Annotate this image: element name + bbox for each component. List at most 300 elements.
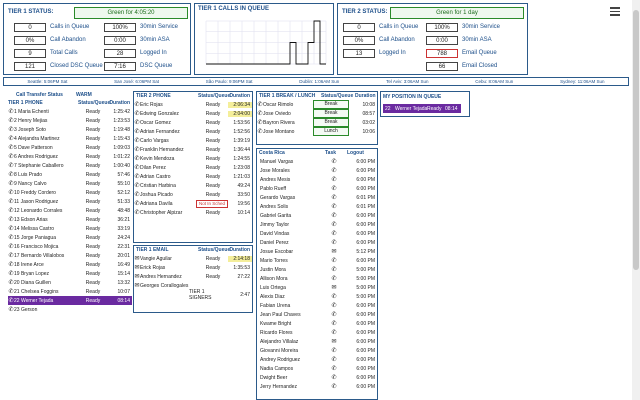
row-name: Cristian Harbina [140,182,176,189]
costa-rica-row [257,274,377,283]
metric-value: 0 [343,23,375,32]
mail-icon: ✉ [331,249,337,255]
row-duration: 1:23:08 [233,164,250,171]
phone-icon: ✆ [331,222,337,228]
phone-icon: ✆ [331,321,337,327]
scrollbar[interactable] [632,0,640,400]
costa-rica-row [257,283,377,292]
metric-label: 30min ASA [140,37,170,43]
table-row [134,172,252,181]
row-name: 16 Francisco Mojica [14,243,59,250]
row-name: Kevin Mendoza [140,155,175,162]
row-duration: 20:01 [117,252,130,259]
costa-rica-col-task: Task [325,150,337,156]
row-name: 3 Joseph Soto [14,126,46,133]
cr-name: Jimmy Taylor [260,221,290,228]
phone-icon: ✆ [8,163,14,169]
cr-logout: 5:00 PM [356,275,375,282]
metric-value: 7:16 [104,62,136,71]
cr-logout: 6:00 PM [356,167,375,174]
row-name: 14 Melissa Castro [14,225,55,232]
costa-rica-row [257,166,377,175]
cr-name: Mario Torres [260,257,288,264]
metric-value: 0:00 [104,36,136,45]
row-status: Ready [85,234,101,241]
timezone-item: Tel Aviv: 3:06AM Sun [386,79,429,84]
costa-rica-panel [256,148,378,400]
queue-position-duration: 08:14 [445,105,458,112]
phone-icon: ✆ [331,240,337,246]
queue-position-panel [380,91,470,117]
table-row [134,272,252,281]
row-status: Ready [85,243,101,250]
mail-icon: ✉ [331,339,337,345]
costa-rica-row [257,265,377,274]
cr-name: Josue Escobar [260,248,294,255]
break-row [257,127,377,136]
row-duration: 1:23:53 [113,117,130,124]
row-duration: 1:24:55 [233,155,250,162]
break-row [257,118,377,127]
row-status: Ready [85,108,101,115]
phone-icon: ✆ [331,348,337,354]
tier1-status-badge: Green for 4:05:20 [74,7,188,19]
tier1-phone-header [8,99,132,107]
row-duration: 2:04:00 [228,111,252,117]
table-row [8,179,132,188]
menu-icon[interactable] [610,7,620,18]
row-status: Ready [205,164,221,171]
cr-name: Jean Paul Chaves [260,311,301,318]
row-name: 4 Alejandra Martinez [14,135,60,142]
row-name: Christopher Alpizar [140,209,183,216]
row-status: Ready [85,297,101,304]
tier2-status-badge: Green for 1 day [390,7,524,19]
metric-row [426,61,497,71]
table-row [134,145,252,154]
costa-rica-row [257,193,377,202]
tier2-phone-col-status: Status/Queue [198,93,231,99]
row-name: Dilan Perez [140,164,166,171]
metric-row [104,61,172,71]
row-name: Georges Corallogales [140,282,189,289]
phone-icon: ✆ [331,366,337,372]
row-duration: 13:32 [117,279,130,286]
phone-icon: ✆ [8,181,14,187]
cr-logout: 6:00 PM [356,239,375,246]
metric-value: 100% [426,23,458,32]
cr-logout: 6:00 PM [356,230,375,237]
mail-icon: ✉ [134,265,140,271]
phone-icon: ✆ [331,195,337,201]
row-duration: 1:52:56 [233,128,250,135]
phone-icon: ✆ [257,111,263,117]
table-row [8,206,132,215]
cr-logout: 6:00 PM [356,212,375,219]
break-row [257,100,377,109]
timezone-item: Seattle: 5:06PM Sat [27,79,68,84]
row-duration: 08:14 [117,297,130,304]
costa-rica-row [257,202,377,211]
phone-icon: ✆ [134,210,140,216]
phone-icon: ✆ [331,168,337,174]
cr-name: Gerardo Vargas [260,194,296,201]
call-transfer-label: Call Transfer Status [16,92,63,98]
break-status-badge: Break [313,100,349,109]
cr-name: Jose Morales [260,167,290,174]
timezone-item: Cebu: 8:06AM Sun [475,79,514,84]
row-duration: 10:07 [117,288,130,295]
metric-value: 788 [426,49,458,58]
break-duration: 03:02 [362,119,375,126]
table-row [8,161,132,170]
costa-rica-row [257,184,377,193]
tier1-status-panel [3,3,191,75]
row-status: Ready [85,261,101,268]
cr-logout: 6:00 PM [356,311,375,318]
metric-value: 13 [343,49,375,58]
phone-icon: ✆ [257,102,263,108]
metric-label: Logged In [379,50,406,56]
table-row [134,163,252,172]
phone-icon: ✆ [134,183,140,189]
table-row [134,100,252,109]
row-name: 19 Bryan Lopez [14,270,50,277]
queue-position-status: Ready [427,105,442,112]
tier2-status-title: TIER 2 STATUS: [342,9,388,15]
costa-rica-row [257,211,377,220]
phone-icon: ✆ [8,109,14,115]
row-status: Ready [85,153,101,160]
tier1-email-title: TIER 1 EMAIL [136,247,169,253]
scrollbar-thumb[interactable] [633,10,639,270]
table-row [8,269,132,278]
timezone-item: São Paulo: 9:06PM Sat [205,79,253,84]
row-name: 15 Jorge Paniagua [14,234,56,241]
costa-rica-row [257,238,377,247]
row-duration: 1:09:03 [113,144,130,151]
phone-icon: ✆ [8,127,14,133]
phone-icon: ✆ [8,217,14,223]
cr-name: Jerry Hernandez [260,383,297,390]
metric-row [343,35,415,45]
row-status: Ready [85,207,101,214]
timezone-item: Sydney: 11:06AM Sun [560,79,605,84]
row-duration: 1:53:56 [233,119,250,126]
cr-logout: 6:00 PM [356,320,375,327]
row-status: Ready [85,279,101,286]
cr-name: Giovanni Moreira [260,347,299,354]
cr-name: Dwight Beer [260,374,288,381]
costa-rica-row [257,292,377,301]
row-duration: 49:24 [237,182,250,189]
phone-icon: ✆ [8,190,14,196]
queue-position-title: MY POSITION IN QUEUE [383,94,442,100]
metric-label: Call Abandon [50,37,86,43]
tier1-phone-col-duration: Duration [109,100,130,106]
tier1-email-header [134,246,252,254]
costa-rica-row [257,373,377,382]
queue-position-row [383,104,461,113]
phone-icon: ✆ [134,120,140,126]
cr-logout: 5:00 PM [356,266,375,273]
break-col-duration: Duration [355,93,376,99]
metric-row [343,48,406,58]
cr-logout: 6:01 PM [356,203,375,210]
cr-logout: 6:01 PM [356,194,375,201]
cr-logout: 6:00 PM [356,374,375,381]
costa-rica-row [257,256,377,265]
phone-icon: ✆ [8,226,14,232]
phone-icon: ✆ [8,307,14,313]
table-row [8,242,132,251]
row-duration: 24:24 [117,234,130,241]
row-status: Ready [205,119,221,126]
row-status: Ready [85,144,101,151]
row-name: 6 Andres Rodriguez [14,153,58,160]
table-row [8,134,132,143]
signers-row [134,290,252,299]
break-header [257,92,377,100]
phone-icon: ✆ [331,384,337,390]
costa-rica-row [257,328,377,337]
cr-logout: 6:00 PM [356,383,375,390]
cr-logout: 6:00 PM [356,329,375,336]
row-duration: 19:56 [237,200,250,207]
phone-icon: ✆ [134,111,140,117]
cr-name: Andres Mesis [260,176,291,183]
metric-row [14,35,86,45]
break-name: Bayron Rivera [263,119,295,126]
row-duration: 1:36:44 [233,146,250,153]
cr-logout: 6:00 PM [356,185,375,192]
row-name: 17 Bernardo Villalobos [14,252,65,259]
metric-row [104,35,170,45]
signers-label: TIER 1 SIGNERS [189,288,212,301]
metric-label: Calls in Queue [50,24,90,30]
phone-icon: ✆ [331,276,337,282]
phone-icon: ✆ [331,159,337,165]
phone-icon: ✆ [8,235,14,241]
tier2-phone-col-duration: Duration [229,93,250,99]
phone-icon: ✆ [331,258,337,264]
tier2-phone-panel [133,91,253,243]
phone-icon: ✆ [331,312,337,318]
table-row [134,199,252,208]
metric-row [343,22,418,32]
phone-icon: ✆ [8,118,14,124]
table-row [8,197,132,206]
table-row [134,190,252,199]
phone-icon: ✆ [8,280,14,286]
metric-label: Call Abandon [379,37,415,43]
table-row [134,263,252,272]
break-duration: 10:06 [362,128,375,135]
break-status-badge: Break [313,109,349,118]
row-status: Ready [205,101,221,108]
row-name: 11 Jason Rodriguez [14,198,59,205]
signers-value: 2:47 [240,291,250,298]
table-row [8,278,132,287]
row-duration: 1:35:53 [233,264,250,271]
row-name: 12 Leonardo Corrales [14,207,63,214]
cr-name: Daniel Perez [260,239,289,246]
metric-row [426,48,497,58]
call-transfer-header [8,91,132,99]
costa-rica-row [257,319,377,328]
table-row [8,260,132,269]
table-row [134,181,252,190]
tier1-email-col-status: Status/Queue [198,247,231,253]
row-duration: 27:22 [237,273,250,280]
table-row [134,118,252,127]
table-row [134,154,252,163]
tier1-phone-col-status: Status/Queue [78,100,111,106]
phone-icon: ✆ [257,129,263,135]
cr-logout: 6:00 PM [356,347,375,354]
row-status: Ready [85,252,101,259]
row-status: Ready [85,117,101,124]
row-name: Adriana Davila [140,200,173,207]
tier1-phone-title: TIER 1 PHONE [8,100,43,106]
table-row [8,305,132,314]
metric-label: 30min Service [140,24,179,30]
phone-icon: ✆ [134,201,140,207]
tier2-status-panel [337,3,528,75]
row-name: Andres Hernandez [140,273,182,280]
tier1-phone-panel [8,91,132,400]
queue-chart-title: TIER 1 CALLS IN QUEUE [198,6,270,12]
timezone-bar [3,77,629,86]
row-name: Oscar Gomez [140,119,171,126]
cr-name: Alejandro Villalaz [260,338,299,345]
row-duration: 55:10 [117,180,130,187]
cr-name: Manuel Vargas [260,158,294,165]
metric-value: 0% [14,36,46,45]
metric-value: 121 [14,62,46,71]
row-duration: 2:06:34 [228,102,252,108]
cr-logout: 6:00 PM [356,338,375,345]
row-name: Franklin Hernandez [140,146,184,153]
cr-name: Fabian Urena [260,302,291,309]
row-status: Ready [85,135,101,142]
metric-label: Email Closed [462,63,498,69]
row-name: Adrian Fernandez [140,128,180,135]
table-row [8,170,132,179]
phone-icon: ✆ [8,199,14,205]
row-duration: 36:21 [117,216,130,223]
table-row [134,254,252,263]
costa-rica-row [257,337,377,346]
costa-rica-row [257,247,377,256]
metric-value: 100% [104,23,136,32]
cr-logout: 6:00 PM [356,302,375,309]
row-status: Ready [205,191,221,198]
row-duration: 1:00:40 [113,162,130,169]
phone-icon: ✆ [331,231,337,237]
phone-icon: ✆ [134,165,140,171]
break-lunch-panel [256,91,378,145]
row-status: Ready [85,216,101,223]
phone-icon: ✆ [8,271,14,277]
phone-icon: ✆ [134,156,140,162]
row-name: 21 Chelsea Foggins [14,288,59,295]
call-transfer-value: WARM [76,92,92,98]
row-name: 9 Nancy Calvo [14,180,47,187]
row-name: Carlo Vargas [140,137,169,144]
phone-icon: ✆ [8,262,14,268]
metric-value: 66 [426,62,458,71]
phone-icon: ✆ [257,120,263,126]
table-row [8,188,132,197]
cr-name: David Vindas [260,230,290,237]
row-duration: 10:14 [237,209,250,216]
costa-rica-header [257,149,377,157]
break-name: Jose Oviedo [263,110,291,117]
cr-name: Kwame Bright [260,320,292,327]
queue-chart [200,17,330,72]
metric-label: 30min Service [462,24,501,30]
metric-value: 0% [343,36,375,45]
cr-logout: 5:00 PM [356,284,375,291]
metric-row [104,48,167,58]
costa-rica-row [257,364,377,373]
cr-logout: 6:00 PM [356,365,375,372]
costa-rica-row [257,346,377,355]
phone-icon: ✆ [8,289,14,295]
row-duration: 33:19 [117,225,130,232]
mail-icon: ✉ [134,283,140,289]
break-row [257,109,377,118]
cr-name: Ricardo Flores [260,329,293,336]
phone-icon: ✆ [8,244,14,250]
tier1-email-panel [133,245,253,313]
metric-label: 30min ASA [462,37,492,43]
row-status: Ready [85,270,101,277]
row-duration: 57:46 [117,171,130,178]
costa-rica-row [257,220,377,229]
table-row [134,127,252,136]
row-duration: 1:15:43 [113,135,130,142]
costa-rica-title: Costa Rica [259,150,285,156]
row-status: Ready [205,110,221,117]
metric-row [426,22,500,32]
costa-rica-row [257,157,377,166]
phone-icon: ✆ [331,204,337,210]
row-status: Ready [205,209,221,216]
table-row [8,251,132,260]
cr-name: Andres Solis [260,203,289,210]
row-name: 13 Edson Arias [14,216,48,223]
table-row [8,224,132,233]
table-row [8,152,132,161]
phone-icon: ✆ [331,375,337,381]
table-row [8,143,132,152]
row-duration: 15:14 [117,270,130,277]
mail-icon: ✉ [134,274,140,280]
table-row [134,136,252,145]
metric-label: Closed DSC Queue [50,63,103,69]
metric-label: Calls in Queue [379,24,419,30]
phone-icon: ✆ [8,154,14,160]
metric-label: DSC Queue [140,63,173,69]
row-duration: 48:48 [117,207,130,214]
break-col-status: Status/Queue [321,93,354,99]
metric-value: 9 [14,49,46,58]
row-duration: 1:39:19 [233,137,250,144]
row-duration: 51:33 [117,198,130,205]
row-status: Ready [85,225,101,232]
